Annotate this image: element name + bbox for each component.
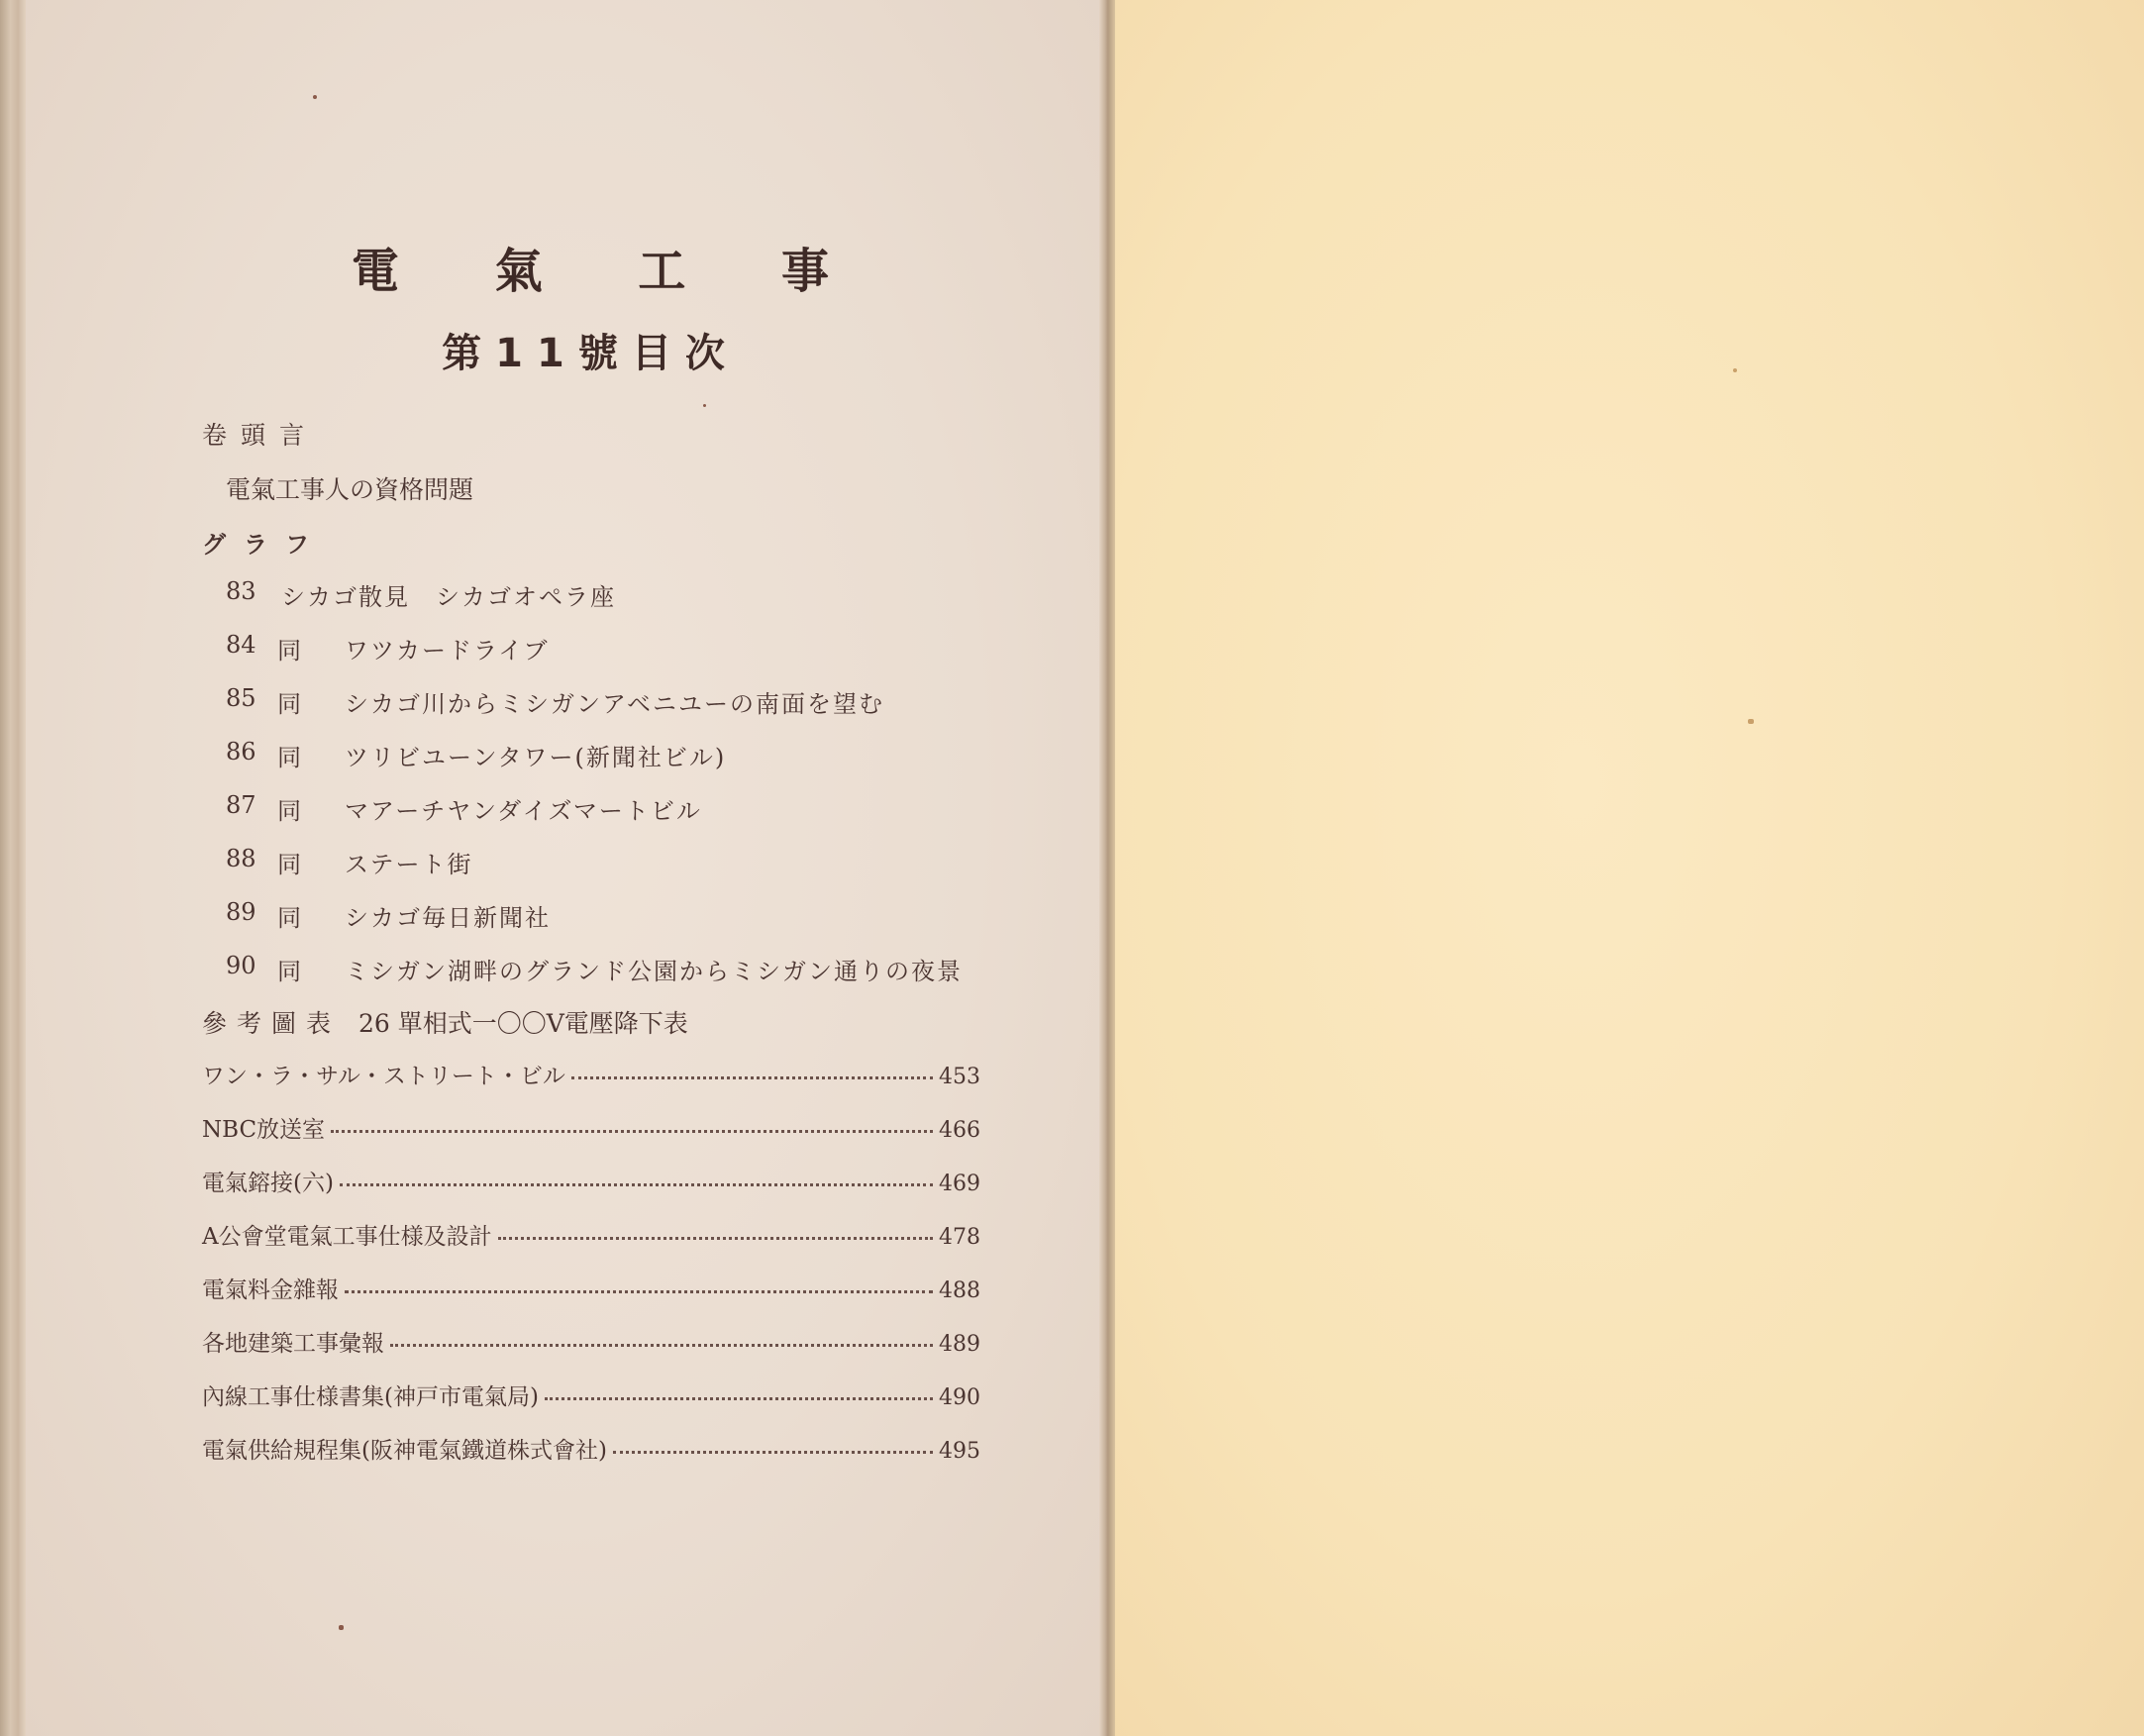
graph-item (226, 738, 1018, 771)
leader-dots (345, 1276, 933, 1293)
graph-item-same-mark: 同 (277, 690, 301, 718)
graph-item-desc: ミシガン湖畔のグランド公園からミシガン通りの夜景 (345, 958, 963, 985)
magazine-title: 電 氣 工 事 (351, 244, 869, 299)
paper-speck (1733, 368, 1737, 372)
graph-item (226, 952, 1018, 985)
graph-item-number: 87 (226, 791, 256, 819)
graph-item-desc: ワツカードライブ (345, 637, 550, 664)
issue-contents-heading: 第11號目次 (442, 331, 739, 376)
foreword-item: 電氣工事人の資格問題 (226, 475, 474, 504)
graph-item (226, 684, 1018, 718)
article-entry (202, 1218, 980, 1252)
graph-item (226, 631, 1018, 664)
section-heading-reference: 參考圖表 (202, 1009, 342, 1038)
article-entry (202, 1325, 980, 1359)
graph-item-number: 89 (226, 898, 256, 926)
leader-dots (545, 1383, 933, 1400)
graph-item (226, 845, 1018, 878)
article-page-number: 453 (939, 1065, 980, 1089)
right-page (1115, 0, 2144, 1736)
graph-item-desc: ツリビユーンタワー(新聞社ビル) (345, 744, 727, 771)
leader-dots (571, 1063, 933, 1079)
article-title: 電氣供給規程集(阪神電氣鐵道株式會社) (202, 1438, 607, 1464)
graph-item-desc: ステート街 (345, 851, 473, 878)
graph-item-same-mark: 同 (277, 958, 301, 985)
paper-speck (313, 95, 317, 99)
article-page-number: 488 (939, 1278, 980, 1303)
article-title: 電氣料金雜報 (202, 1277, 339, 1303)
article-entry (202, 1272, 980, 1305)
article-title: NBC放送室 (202, 1117, 326, 1143)
graph-item (226, 898, 1018, 932)
graph-item-same-mark: 同 (277, 797, 301, 825)
paper-speck (1748, 719, 1754, 724)
graph-item-same-mark: 同 (277, 744, 301, 771)
graph-item-desc: シカゴ散見 シカゴオペラ座 (281, 583, 616, 611)
paper-speck (703, 404, 706, 407)
graph-item-number: 85 (226, 684, 256, 712)
graph-item-same-mark: 同 (277, 904, 301, 932)
leader-dots (331, 1116, 933, 1133)
leader-dots (613, 1437, 933, 1454)
reference-charts-row (202, 1004, 688, 1040)
article-entry (202, 1111, 980, 1145)
graph-item-desc: マアーチヤンダイズマートビル (345, 797, 702, 825)
article-page-number: 490 (939, 1385, 980, 1410)
page-edge (0, 0, 26, 1736)
article-entry (202, 1379, 980, 1412)
article-entry (202, 1165, 980, 1198)
section-heading-graph: グラフ (202, 531, 327, 559)
graph-item-number: 88 (226, 845, 256, 872)
article-page-number: 489 (939, 1332, 980, 1357)
article-title: 電氣鎔接(六) (202, 1171, 334, 1196)
article-entry (202, 1432, 980, 1466)
reference-chart-item: 26 單相式一〇〇V電壓降下表 (357, 1009, 688, 1038)
graph-item-same-mark: 同 (277, 637, 301, 664)
article-page-number: 478 (939, 1225, 980, 1250)
section-heading-foreword: 卷頭言 (202, 421, 319, 450)
article-page-number: 495 (939, 1439, 980, 1464)
graph-item-desc: シカゴ川からミシガンアベニユーの南面を望む (345, 690, 885, 718)
article-title: 各地建築工事彙報 (202, 1331, 384, 1357)
graph-item-number: 90 (226, 952, 256, 979)
article-title: 內線工事仕様書集(神戸市電氣局) (202, 1384, 539, 1410)
paper-speck (339, 1625, 344, 1630)
graph-item-number: 83 (226, 577, 256, 605)
leader-dots (340, 1170, 933, 1186)
leader-dots (498, 1223, 933, 1240)
article-entry (202, 1058, 980, 1091)
graph-item-same-mark: 同 (277, 851, 301, 878)
leader-dots (390, 1330, 933, 1347)
graph-item-number: 86 (226, 738, 256, 766)
graph-item-desc: シカゴ毎日新聞社 (345, 904, 551, 932)
article-title: ワン・ラ・サル・ストリート・ビル (202, 1064, 565, 1089)
article-page-number: 466 (939, 1118, 980, 1143)
graph-item (226, 577, 1018, 611)
article-title: A公會堂電氣工事仕様及設計 (202, 1224, 492, 1250)
graph-item (226, 791, 1018, 825)
graph-item-number: 84 (226, 631, 256, 659)
article-page-number: 469 (939, 1172, 980, 1196)
